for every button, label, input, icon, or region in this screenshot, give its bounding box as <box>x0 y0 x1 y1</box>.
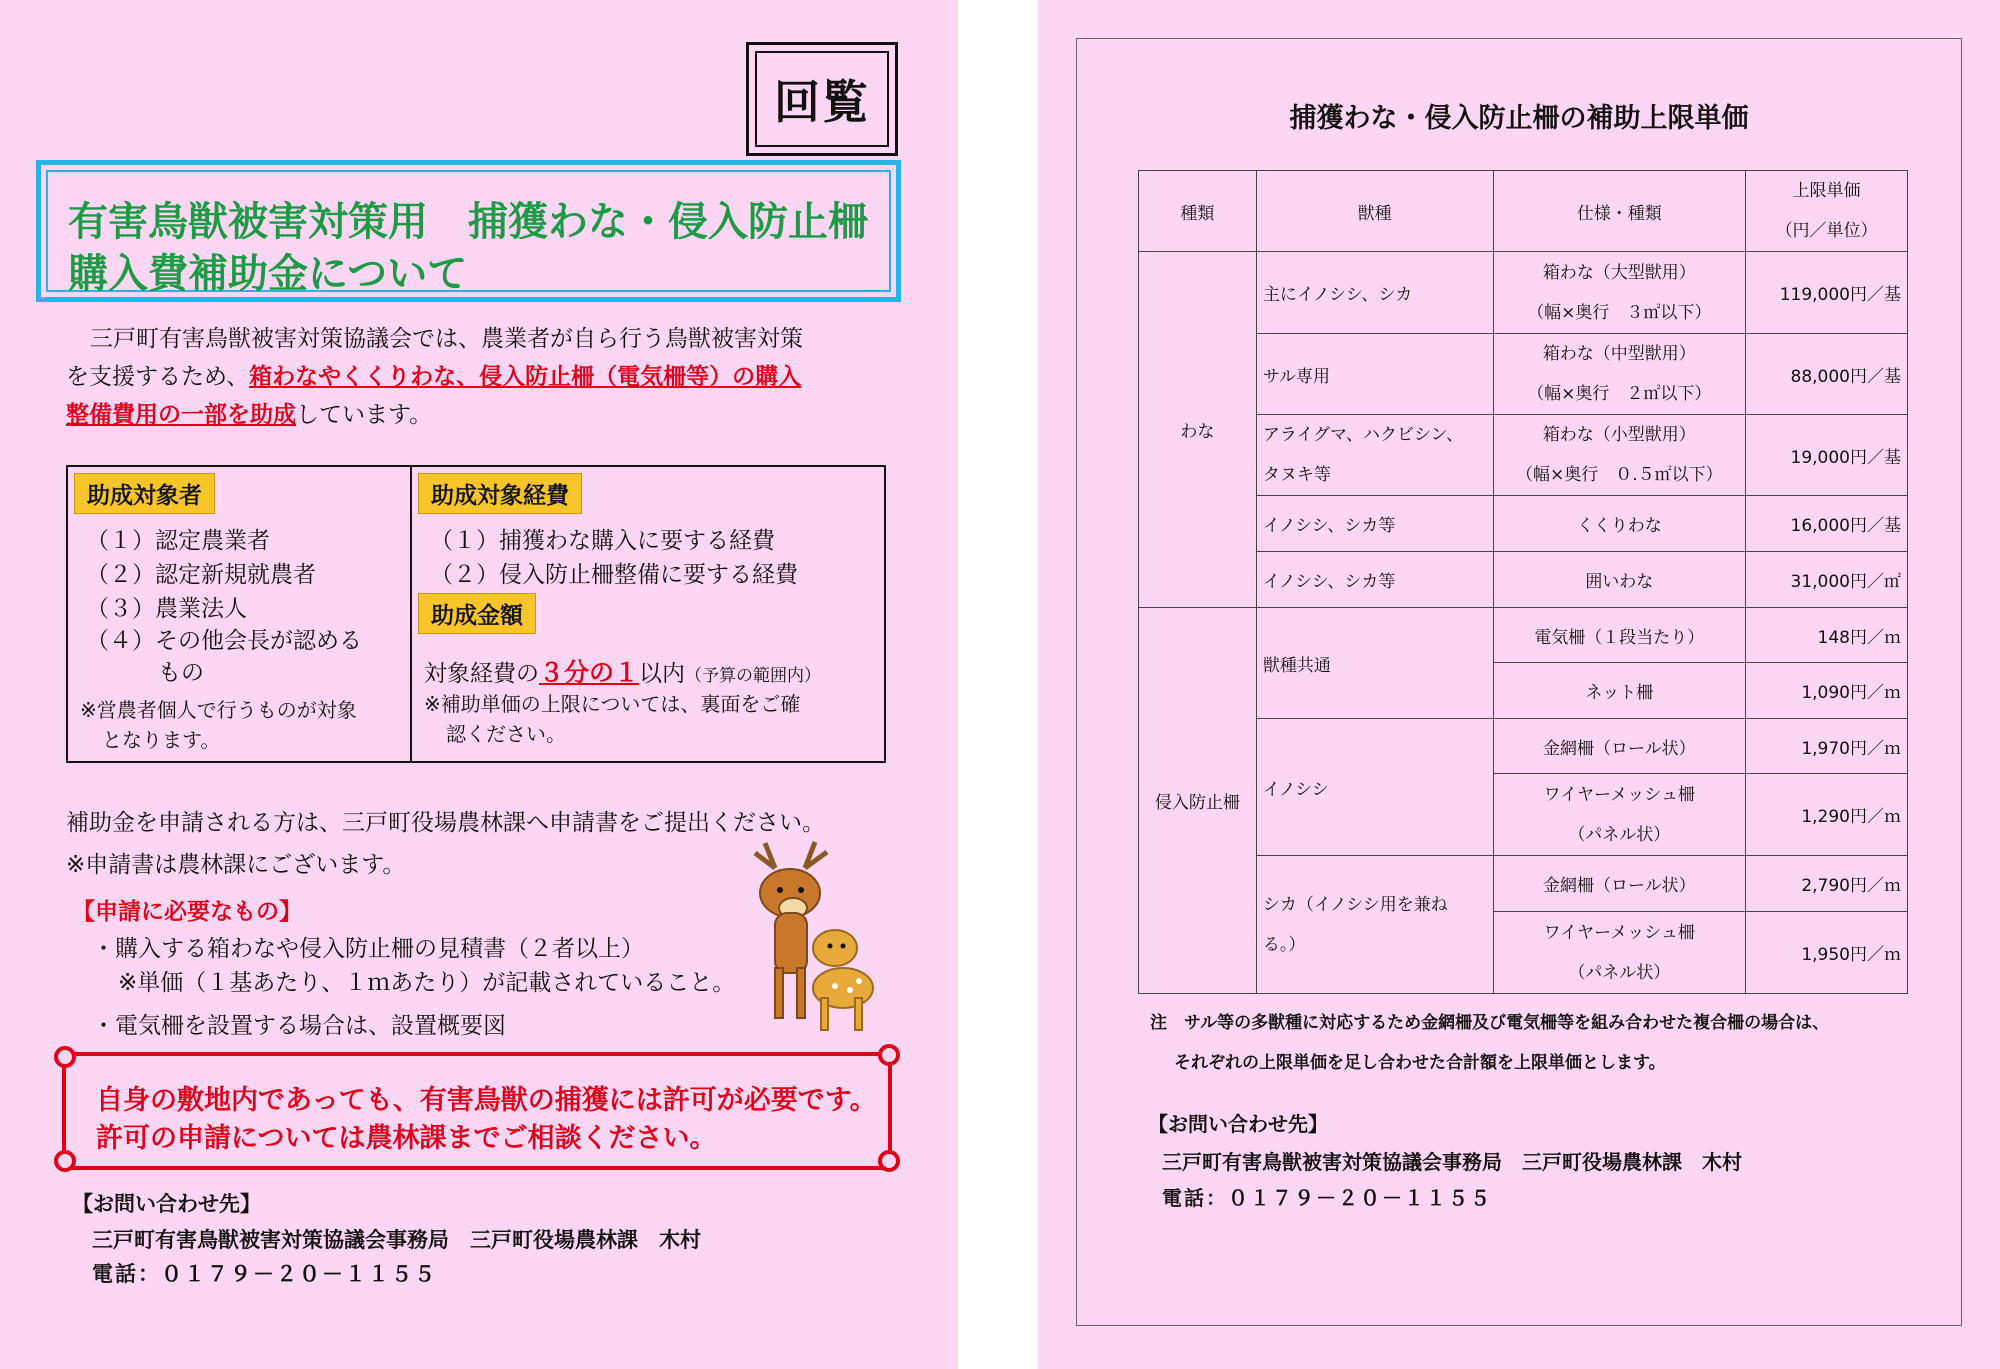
kind-fence: 侵入防止柵 <box>1139 608 1257 994</box>
expense-item: （１）捕獲わな購入に要する経費 <box>430 528 775 554</box>
permit-warning-banner <box>62 1052 892 1170</box>
recipient-item: （１）認定農業者 <box>86 528 270 554</box>
permit-warning-line1: 自身の敷地内であっても、有害鳥獣の捕獲には許可が必要です。 <box>96 1085 877 1116</box>
table-title: 捕獲わな・侵入防止柵の補助上限単価 <box>1289 103 1749 134</box>
grant-amount-text: 対象経費の３分の１以内（予算の範囲内） <box>424 658 822 687</box>
eligible-recipients-box <box>66 465 412 763</box>
scroll-curl <box>54 1150 76 1172</box>
contact-phone: 電話：０１７９－２０－１１５５ <box>92 1262 437 1286</box>
apply-instruction: 補助金を申請される方は、三戸町役場農林課へ申請書をご提出ください。 <box>66 810 825 836</box>
required-doc-note: ※単価（１基あたり、１ｍあたり）が記載されていること。 <box>118 970 736 996</box>
table-row: シカ（イノシシ用を兼ね る。） 金網柵（ロール状） 2,790円／ｍ <box>1139 856 1908 912</box>
back-page <box>1038 0 2000 1369</box>
eligible-expenses-heading: 助成対象経費 <box>418 473 582 514</box>
contact-heading: 【お問い合わせ先】 <box>72 1192 261 1216</box>
table-row: サル専用 箱わな（中型獣用） （幅×奥行 ２㎡以下） 88,000円／基 <box>1139 334 1908 415</box>
header-spec: 仕様・種類 <box>1493 171 1746 252</box>
circulation-stamp <box>746 42 898 156</box>
header-species: 獣種 <box>1256 171 1493 252</box>
recipients-note: ※営農者個人で行うものが対象 となります。 <box>80 698 357 752</box>
deer-illustration <box>735 838 885 1038</box>
expense-item: （２）侵入防止柵整備に要する経費 <box>430 562 798 588</box>
grant-amount-heading: 助成金額 <box>418 593 536 634</box>
recipient-item-cont: もの <box>158 660 204 686</box>
intro-line2: を支援するため、箱わなやくくりわな、侵入防止柵（電気柵等）の購入 <box>66 364 802 390</box>
front-page <box>0 0 958 1369</box>
table-row: ネット柵 1,090円／ｍ <box>1139 663 1908 719</box>
required-doc-item: ・電気柵を設置する場合は、設置概要図 <box>92 1013 506 1039</box>
contact-heading: 【お問い合わせ先】 <box>1148 1112 1328 1136</box>
table-row: アライグマ、ハクビシン、 タヌキ等 箱わな（小型獣用） （幅×奥行 ０.５㎡以下） 19,000円／基 <box>1139 415 1908 496</box>
page-title-line2: 購入費補助金について <box>68 251 468 297</box>
table-note-line1: 注 サル等の多獣種に対応するため金網柵及び電気柵等を組み合わせた複合柵の場合は、 <box>1150 1013 1830 1033</box>
intro-highlight-2: 整備費用の一部を助成 <box>66 402 296 428</box>
scroll-curl <box>878 1150 900 1172</box>
table-row: イノシシ、シカ等 囲いわな 31,000円／㎡ <box>1139 552 1908 608</box>
table-header-row <box>1139 171 1908 252</box>
eligible-recipients-heading: 助成対象者 <box>74 473 215 514</box>
subsidy-price-table <box>1138 170 1908 994</box>
kind-trap: わな <box>1139 252 1257 608</box>
scroll-curl <box>54 1046 76 1068</box>
recipient-item: （２）認定新規就農者 <box>86 562 316 588</box>
table-row: イノシシ、シカ等 くくりわな 16,000円／基 <box>1139 496 1908 552</box>
eligible-expenses-box <box>410 465 886 763</box>
table-note-line2: それぞれの上限単価を足し合わせた合計額を上限単価とします。 <box>1174 1053 1666 1073</box>
table-row: ワイヤーメッシュ柵 （パネル状） 1,290円／ｍ <box>1139 774 1908 856</box>
title-box <box>36 160 901 302</box>
header-price: 上限単価 （円／単位） <box>1746 171 1908 252</box>
scroll-curl <box>878 1044 900 1066</box>
grant-ratio: ３分の１ <box>539 658 640 687</box>
intro-line3: 整備費用の一部を助成しています。 <box>66 402 433 428</box>
required-doc-item: ・購入する箱わなや侵入防止柵の見積書（２者以上） <box>92 936 644 962</box>
contact-phone: 電話：０１７９－２０－１１５５ <box>1162 1186 1492 1210</box>
table-row: 侵入防止柵 獣種共通 電気柵（１段当たり） 148円／ｍ <box>1139 608 1908 663</box>
contact-organization: 三戸町有害鳥獣被害対策協議会事務局 三戸町役場農林課 木村 <box>1162 1150 1742 1174</box>
intro-paragraph <box>66 320 906 434</box>
contact-organization: 三戸町有害鳥獣被害対策協議会事務局 三戸町役場農林課 木村 <box>92 1228 701 1252</box>
permit-warning-line2: 許可の申請については農林課までご相談ください。 <box>96 1123 717 1154</box>
table-row: ワイヤーメッシュ柵 （パネル状） 1,950円／ｍ <box>1139 912 1908 994</box>
intro-highlight: 箱わなやくくりわな、侵入防止柵（電気柵等）の購入 <box>249 364 802 390</box>
header-kind: 種類 <box>1139 171 1257 252</box>
recipient-item: （３）農業法人 <box>86 596 247 622</box>
required-docs-heading: 【申請に必要なもの】 <box>72 899 302 925</box>
table-row: わな 主にイノシシ、シカ 箱わな（大型獣用） （幅×奥行 ３㎡以下） 119,000円／基 <box>1139 252 1908 334</box>
circulation-stamp-label: 回覧 <box>755 51 889 147</box>
table-row: イノシシ 金網柵（ロール状） 1,970円／ｍ <box>1139 719 1908 774</box>
recipient-item: （４）その他会長が認める <box>86 628 362 654</box>
intro-line1: 三戸町有害鳥獣被害対策協議会では、農業者が自ら行う鳥獣被害対策 <box>90 326 803 352</box>
grant-amount-note: ※補助単価の上限については、裏面をご確 認ください。 <box>424 692 801 746</box>
apply-note: ※申請書は農林課にございます。 <box>66 852 406 878</box>
page-title-line1: 有害鳥獣被害対策用 捕獲わな・侵入防止柵 <box>68 199 868 245</box>
